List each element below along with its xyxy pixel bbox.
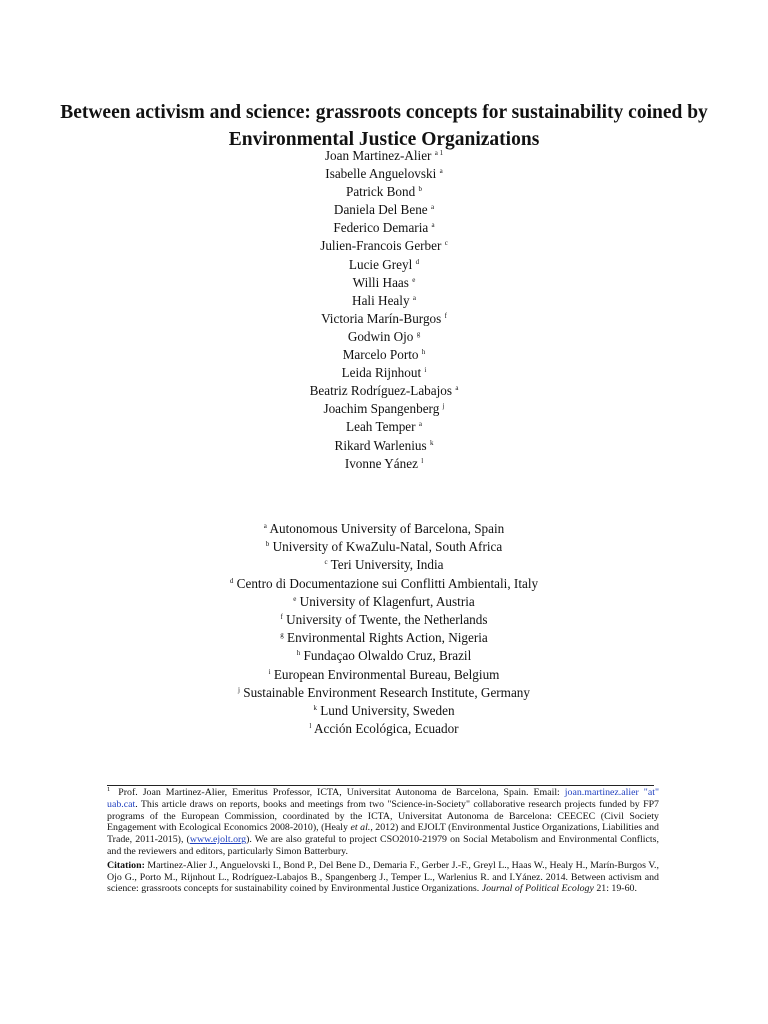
author-name: Victoria Marín-Burgos [321,310,442,326]
footnote-block [107,787,659,897]
author-line [184,201,584,219]
footnote-etal: et al. [350,822,371,834]
affiliation-line [134,520,634,538]
email-link[interactable]: joan.martinez.alier "at" uab.cat [107,787,659,810]
author-line [184,346,584,364]
author-line [184,328,584,346]
author-line [184,437,584,455]
footnote-mark: 1 [107,786,111,793]
affiliation-line [134,556,634,574]
affiliation-mark: g [280,631,284,640]
author-line [184,418,584,436]
affiliation-name: Centro di Documentazione sui Conflitti Ambientali, Italy [236,575,539,591]
affiliation-line [134,629,634,647]
author-affil-mark: i [424,366,427,375]
author-name: Patrick Bond [345,184,416,200]
footnote-text-4: ). We are also grateful to project CSO2010-21979 on Social Metabolism and Environmental Conflicts, and the reviewers and editors, particularly Simon Batterbury. [107,834,659,857]
author-affil-mark: c [444,239,448,248]
author-affil-mark: f [444,311,447,320]
affiliation-line [134,593,634,611]
footnote-text-1: Prof. Joan Martinez-Alier, Emeritus Professor, ICTA, Universitat Autonoma de Barcelona, Spain. Email: [118,787,565,798]
footnote-1 [107,787,659,858]
affiliation-line [134,611,634,629]
author-name: Leah Temper [346,419,416,435]
affiliation-list [134,520,634,738]
affiliation-name: Autonomous University of Barcelona, Spain [269,521,505,536]
affiliation-mark: k [313,704,317,713]
affiliation-line [134,720,634,738]
affiliation-mark: l [309,722,312,731]
affiliation-name: University of Klagenfurt, Austria [299,593,475,609]
affiliation-line [134,684,634,702]
citation-paragraph [107,860,659,895]
author-line [184,219,584,237]
author-name: Daniela Del Bene [333,202,428,218]
author-list [184,147,584,473]
author-name: Godwin Ojo [347,328,414,344]
author-name: Leida Rijnhout [341,365,422,381]
author-name: Julien-Francois Gerber [320,238,442,254]
author-line [184,165,584,183]
author-line [184,237,584,255]
author-name: Lucie Greyl [348,256,413,272]
author-affil-mark: b [418,185,423,194]
affiliation-line [134,666,634,684]
author-affil-mark: a [439,167,443,176]
author-name: Joan Martinez-Alier [324,148,432,163]
footnote-text-3: , 2012) and EJOLT (Environmental Justice Organizations, Liabilities and Trade, 2011-2015), ( [107,822,659,846]
author-line [184,256,584,274]
affiliation-name: Fundaçao Olwaldo Cruz, Brazil [303,648,472,664]
affiliation-name: Environmental Rights Action, Nigeria [287,630,488,646]
author-name: Federico Demaria [333,220,429,236]
author-line [184,292,584,310]
author-affil-mark: a [430,203,435,212]
affiliation-line [134,538,634,556]
author-affil-mark: a [431,221,435,230]
author-name: Isabelle Anguelovski [325,166,437,182]
author-name: Ivonne Yánez [344,455,418,471]
affiliation-name: Sustainable Environment Research Institute, Germany [243,684,530,700]
paper-title: Between activism and science: grassroots concepts for sustainability coined by Environmental Justice Organizations [60,102,708,150]
author-name: Beatriz Rodríguez-Labajos [309,383,453,399]
author-affil-mark: a 1 [434,149,444,157]
author-name: Rikard Warlenius [334,437,427,453]
author-affil-mark: l [421,456,424,465]
author-affil-mark: a [418,420,422,429]
affiliation-mark: e [293,594,297,603]
author-name: Willi Haas [352,274,409,290]
author-affil-mark: d [415,257,420,266]
citation-end: 21: 19-60. [593,883,637,895]
author-affil-mark: a [412,293,416,302]
affiliation-mark: c [324,558,328,567]
affiliation-name: Teri University, India [330,557,444,573]
affiliation-line [134,575,634,593]
author-line [184,382,584,400]
author-line [184,364,584,382]
author-name: Marcelo Porto [342,347,419,363]
author-affil-mark: e [412,275,416,284]
author-affil-mark: j [442,402,445,411]
affiliation-mark: f [280,613,283,622]
author-affil-mark: h [421,348,426,357]
author-line [184,183,584,201]
affiliation-mark: d [229,576,234,585]
affiliation-name: European Environmental Bureau, Belgium [273,666,500,682]
affiliation-line [134,702,634,720]
citation-text: Martinez-Alier J., Anguelovski I., Bond P., Del Bene D., Demaria F., Gerber J.-F., Greyl L., Haas W., Healy H., Marín-Burgos V., Ojo G., Porto M., Rijnhout L., Rodríguez-Labajos B., Spangenberg J., Temper L., Warlenius R. and I.Yánez. 2014. Between activism and science: grassroots concepts for sustainability coined by Environmental Justice Organizations. [107,859,659,895]
author-name: Hali Healy [352,292,410,308]
affiliation-mark: b [265,540,270,549]
affiliation-mark: i [268,667,271,676]
author-line [184,147,584,165]
author-affil-mark: a [455,384,459,393]
affiliation-name: University of KwaZulu-Natal, South Africa [272,539,503,555]
affiliation-mark: a [263,522,267,530]
footnote-text-2: . This article draws on reports, books and meetings from two "Science-in-Society" collaborative research projects funded by FP7 programs of the European Commission, coordinated by the ICTA, Universitat Autonoma de Barcelona: CEECEC (Civil Society Engagement with Ecological Economics 2008-2010), (Healy [107,798,659,834]
author-name: Joachim Spangenberg [323,401,440,417]
author-line [184,274,584,292]
journal-name: Journal of Political Ecology [481,883,594,895]
website-link[interactable]: www.ejolt.org [189,834,247,846]
citation-label: Citation: [107,859,145,871]
author-line [184,455,584,473]
author-affil-mark: k [429,438,434,447]
affiliation-name: University of Twente, the Netherlands [286,612,488,628]
affiliation-mark: h [296,649,301,658]
author-affil-mark: g [416,329,421,338]
author-line [184,310,584,328]
affiliation-mark: j [237,685,240,694]
footnote-rule [107,785,654,786]
affiliation-line [134,647,634,665]
affiliation-name: Lund University, Sweden [320,703,455,719]
author-line [184,400,584,418]
affiliation-name: Acción Ecológica, Ecuador [313,721,459,737]
